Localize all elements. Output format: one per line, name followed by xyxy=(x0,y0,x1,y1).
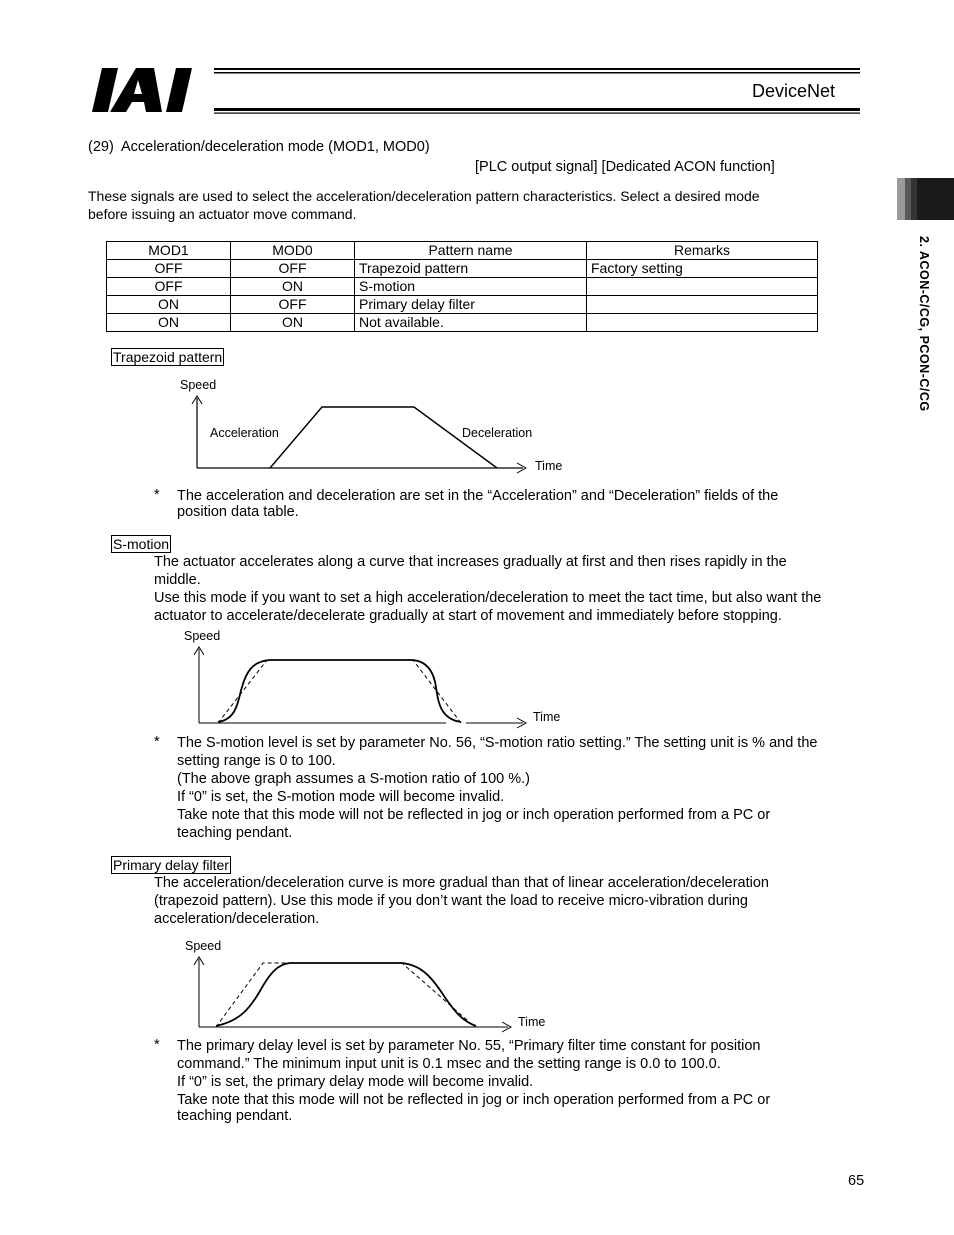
cell-pattern: Not available. xyxy=(355,314,587,332)
mode-table xyxy=(106,241,818,332)
smotion-speed-label: Speed xyxy=(184,629,221,643)
primary-note-star: * xyxy=(154,1037,160,1053)
table-row xyxy=(107,278,818,296)
header-pattern-name: Pattern name xyxy=(355,242,587,260)
para-line: actuator to accelerate/decelerate gradually at start of movement and immediately before stopping. xyxy=(154,608,782,624)
cell-remarks xyxy=(587,314,818,332)
para-line: The acceleration/deceleration curve is more gradual than that of linear acceleration/deceleration xyxy=(154,875,769,891)
note-line: Take note that this mode will not be reflected in jog or inch operation performed from a PC or xyxy=(177,1092,771,1108)
smotion-graph xyxy=(190,643,535,729)
note-line: position data table. xyxy=(177,504,299,520)
note-line: The S-motion level is set by parameter No. 56, “S-motion ratio setting.” The setting unit is % and the xyxy=(177,735,818,751)
note-line: command.” The minimum input unit is 0.1 msec and the setting range is 0.0 to 100.0. xyxy=(177,1056,721,1072)
primary-paragraph xyxy=(154,874,874,928)
signal-info: [PLC output signal] [Dedicated ACON function] xyxy=(475,159,775,175)
chapter-label: 2. ACON-C/CG, PCON-C/CG xyxy=(917,236,931,412)
para-line: middle. xyxy=(154,572,201,588)
primary-note xyxy=(177,1037,867,1123)
chapter-tab-marker xyxy=(897,178,954,220)
para-line: (trapezoid pattern). Use this mode if you don’t want the load to receive micro-vibration during xyxy=(154,893,748,909)
cell-remarks xyxy=(587,296,818,314)
smotion-note-star: * xyxy=(154,734,160,750)
cell-mod1: ON xyxy=(107,296,231,314)
para-line: Use this mode if you want to set a high acceleration/deceleration to meet the tact time, but also want the xyxy=(154,590,822,606)
primary-graph xyxy=(190,953,520,1033)
table-row xyxy=(107,260,818,278)
para-line: acceleration/deceleration. xyxy=(154,911,320,927)
cell-pattern: S-motion xyxy=(355,278,587,296)
note-line: setting range is 0 to 100. xyxy=(177,753,336,769)
trapezoid-heading: Trapezoid pattern xyxy=(113,349,223,365)
document-title: DeviceNet xyxy=(752,81,836,101)
note-line: Take note that this mode will not be reflected in jog or inch operation performed from a PC or xyxy=(177,807,771,823)
section-number: (29) xyxy=(88,139,114,155)
table-row xyxy=(107,314,818,332)
smotion-paragraph xyxy=(154,553,874,625)
note-line: teaching pendant. xyxy=(177,825,293,841)
page-number: 65 xyxy=(848,1173,865,1189)
trapezoid-note-star: * xyxy=(154,487,160,503)
trapezoid-time-label: Time xyxy=(535,459,563,473)
cell-remarks: Factory setting xyxy=(587,260,818,278)
iai-logo xyxy=(92,66,212,114)
cell-pattern: Trapezoid pattern xyxy=(355,260,587,278)
cell-pattern: Primary delay filter xyxy=(355,296,587,314)
primary-heading: Primary delay filter xyxy=(113,857,229,873)
section-title: Acceleration/deceleration mode (MOD1, MOD0) xyxy=(121,139,430,155)
primary-speed-label: Speed xyxy=(185,939,222,953)
note-line: The acceleration and deceleration are set in the “Acceleration” and “Deceleration” fields of the xyxy=(177,488,779,504)
cell-mod0: OFF xyxy=(231,260,355,278)
note-line: (The above graph assumes a S-motion ratio of 100 %.) xyxy=(177,771,531,787)
cell-mod1: OFF xyxy=(107,278,231,296)
intro-line-2: before issuing an actuator move command. xyxy=(88,206,357,222)
table-row xyxy=(107,296,818,314)
note-line: The primary delay level is set by parameter No. 55, “Primary filter time constant for position xyxy=(177,1038,761,1054)
cell-mod1: ON xyxy=(107,314,231,332)
smotion-time-label: Time xyxy=(533,710,561,724)
table-header-row xyxy=(107,242,818,260)
trapezoid-note xyxy=(177,487,867,519)
note-line: teaching pendant. xyxy=(177,1108,293,1124)
cell-mod0: ON xyxy=(231,278,355,296)
smotion-note xyxy=(177,734,867,842)
note-line: If “0” is set, the S-motion mode will become invalid. xyxy=(177,789,505,805)
cell-mod0: ON xyxy=(231,314,355,332)
primary-time-label: Time xyxy=(518,1015,546,1029)
intro-line-1: These signals are used to select the acceleration/deceleration pattern characteristics. Select a desired mode xyxy=(88,188,760,204)
header-mod1: MOD1 xyxy=(107,242,231,260)
para-line: The actuator accelerates along a curve that increases gradually at first and then rises rapidly in the xyxy=(154,554,787,570)
cell-remarks xyxy=(587,278,818,296)
header-remarks: Remarks xyxy=(587,242,818,260)
trapezoid-graph xyxy=(185,392,533,476)
note-line: If “0” is set, the primary delay mode will become invalid. xyxy=(177,1074,534,1090)
cell-mod1: OFF xyxy=(107,260,231,278)
trapezoid-accel-label: Acceleration xyxy=(210,426,279,440)
header-mod0: MOD0 xyxy=(231,242,355,260)
smotion-heading: S-motion xyxy=(113,536,170,552)
cell-mod0: OFF xyxy=(231,296,355,314)
trapezoid-speed-label: Speed xyxy=(180,378,217,392)
trapezoid-decel-label: Deceleration xyxy=(462,426,533,440)
